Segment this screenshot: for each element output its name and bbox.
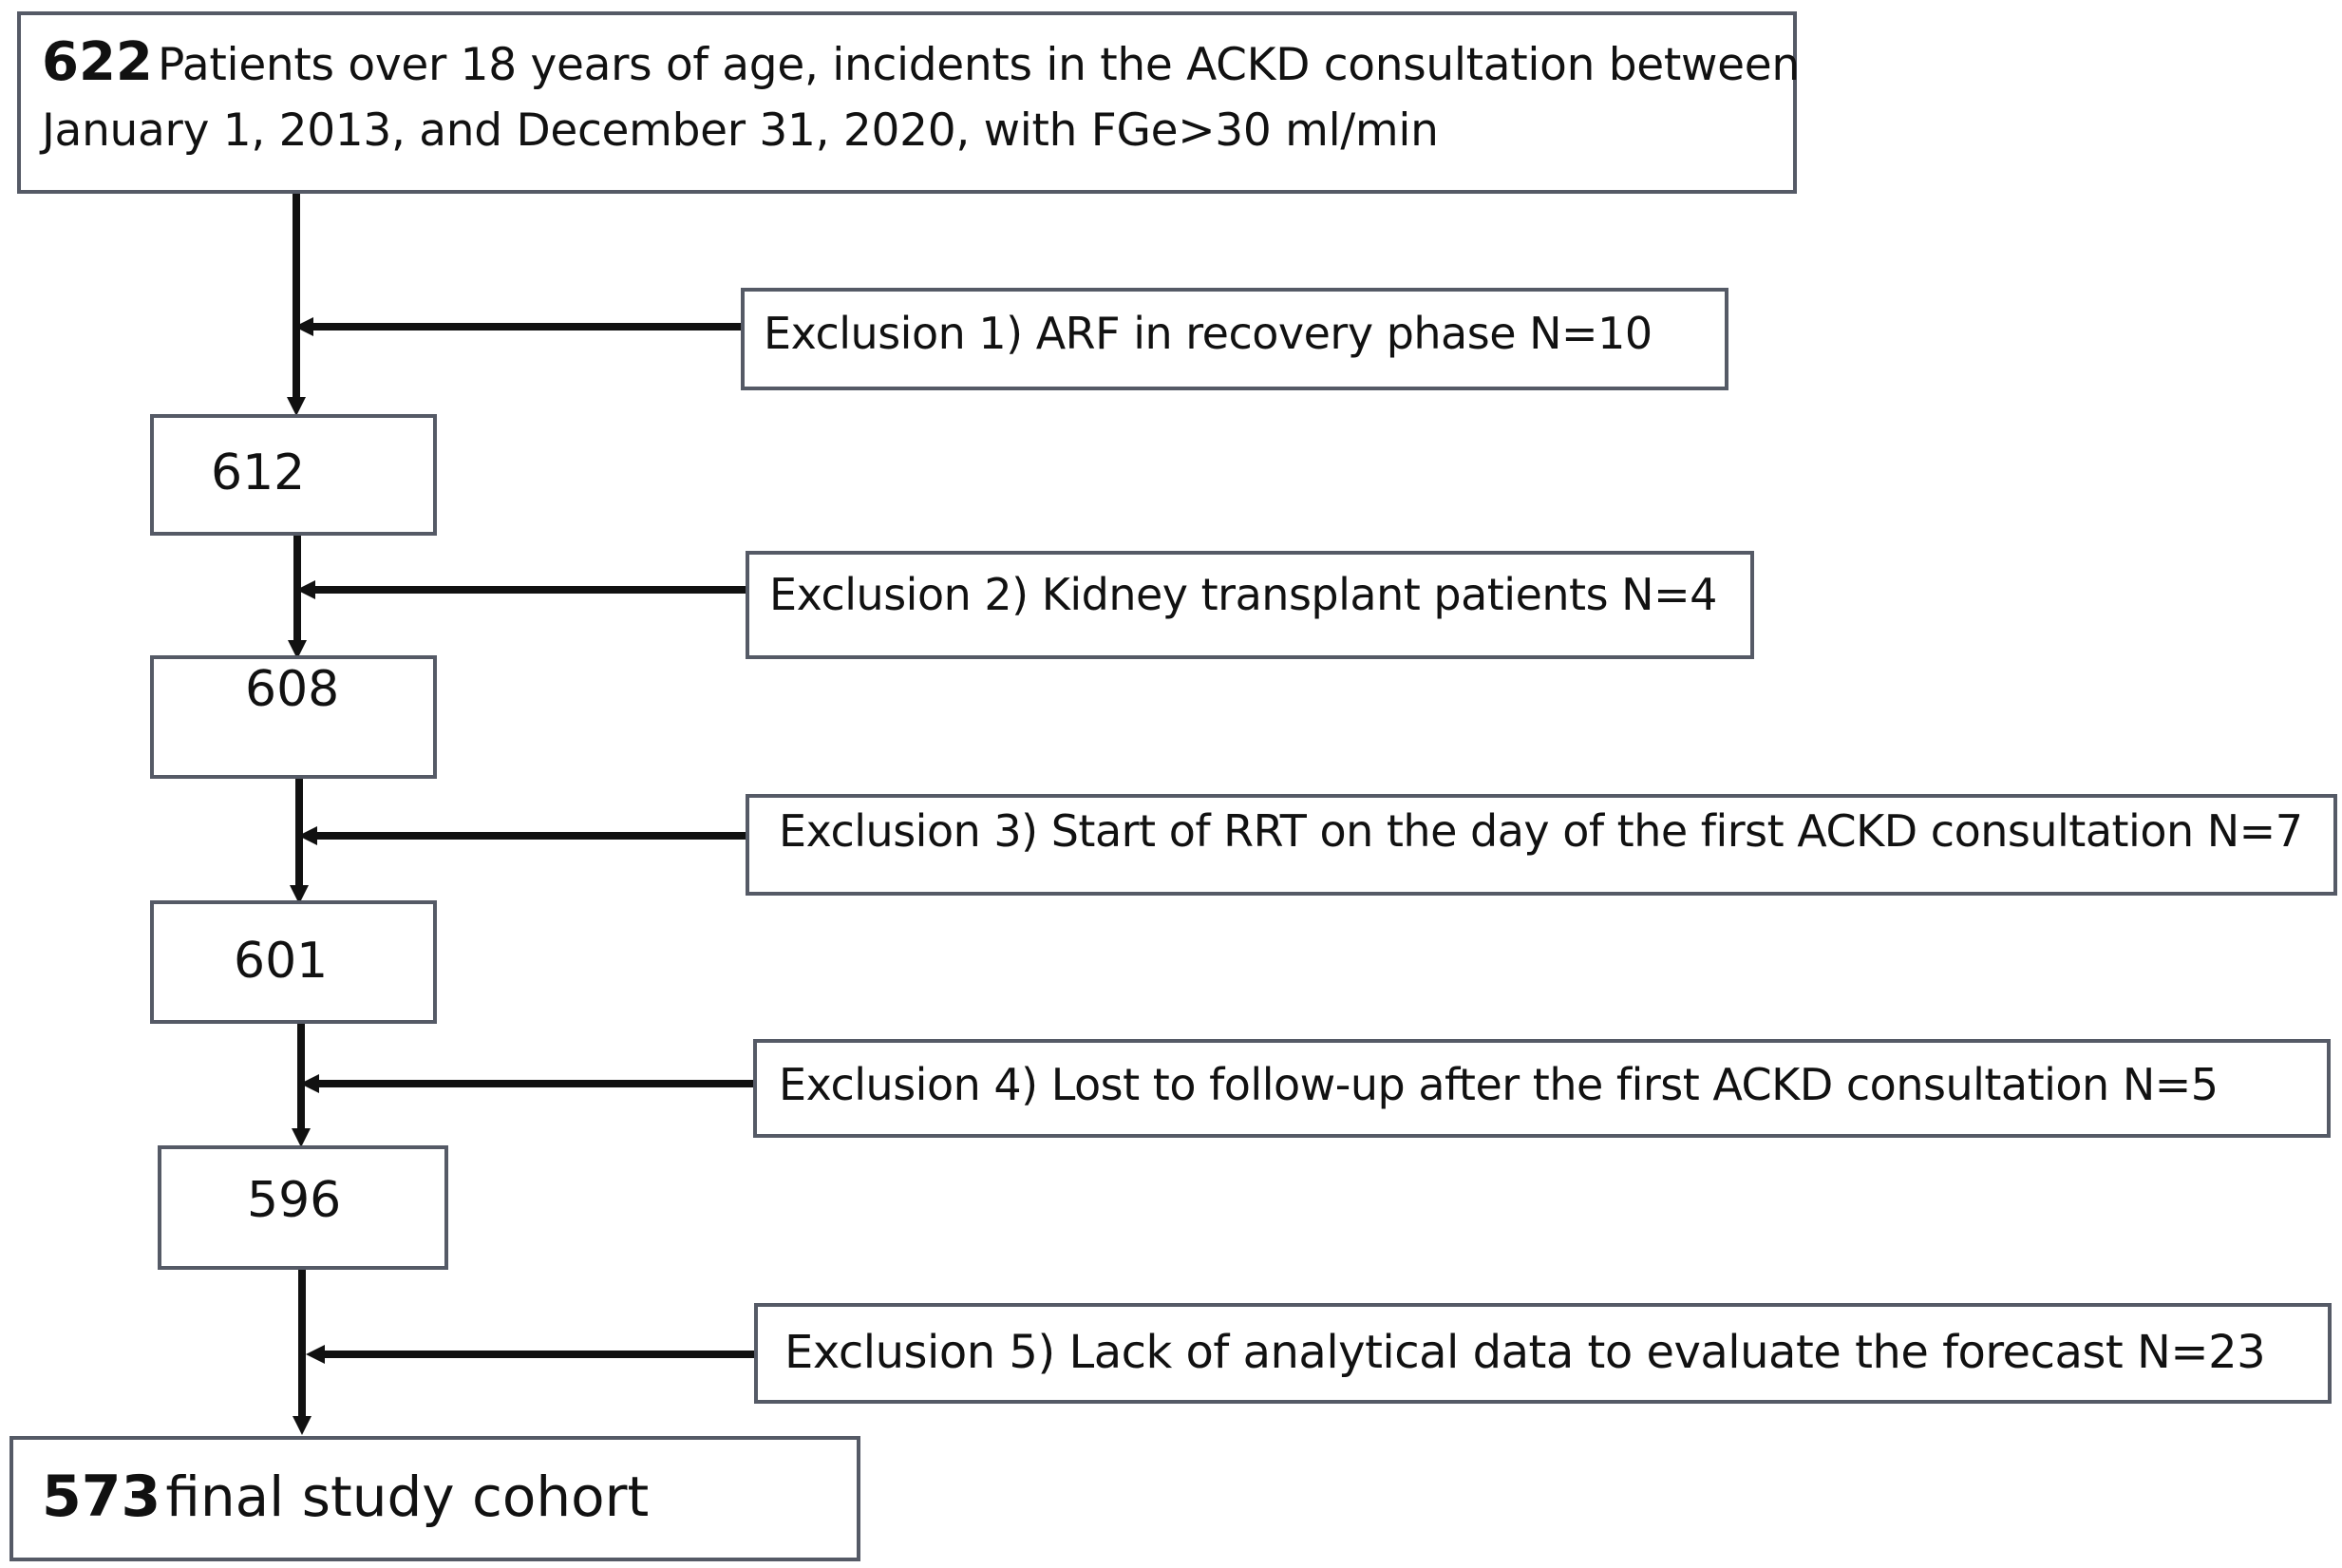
start-text-line1 bbox=[42, 31, 1800, 93]
count-text-4: 596 bbox=[247, 1172, 342, 1229]
exclusion-connector-3 bbox=[313, 832, 746, 840]
final-cohort-text bbox=[42, 1464, 650, 1530]
start-description-line2: January 1, 2013, and December 31, 2020, with FGe>30 ml/min bbox=[42, 104, 1439, 157]
exclusion-text-4: Exclusion 4) Lost to follow-up after the first ACKD consultation N=5 bbox=[779, 1059, 2219, 1110]
start-description-line1: Patients over 18 years of age, incidents in the ACKD consultation between bbox=[158, 39, 1800, 91]
start-count: 622 bbox=[42, 31, 153, 93]
arrowhead-down-5 bbox=[293, 1416, 312, 1435]
final-label: final study cohort bbox=[165, 1464, 650, 1529]
exclusion-text-1: Exclusion 1) ARF in recovery phase N=10 bbox=[764, 308, 1653, 359]
exclusion-text-2: Exclusion 2) Kidney transplant patients N=4 bbox=[769, 569, 1717, 620]
exclusion-connector-1 bbox=[310, 323, 741, 331]
arrowhead-left-3 bbox=[298, 826, 317, 845]
exclusion-text-5: Exclusion 5) Lack of analytical data to evaluate the forecast N=23 bbox=[784, 1326, 2266, 1379]
exclusion-connector-5 bbox=[321, 1351, 754, 1358]
arrowhead-left-1 bbox=[294, 317, 313, 336]
arrowhead-left-2 bbox=[296, 580, 315, 599]
count-text-1: 612 bbox=[211, 444, 306, 501]
spine-segment-1 bbox=[293, 194, 300, 405]
arrowhead-left-4 bbox=[300, 1074, 319, 1093]
arrowhead-down-4 bbox=[292, 1128, 311, 1147]
exclusion-text-3: Exclusion 3) Start of RRT on the day of the first ACKD consultation N=7 bbox=[779, 805, 2303, 857]
spine-segment-5 bbox=[298, 1269, 306, 1424]
arrowhead-down-1 bbox=[287, 397, 306, 416]
exclusion-connector-2 bbox=[312, 586, 746, 594]
arrowhead-left-5 bbox=[306, 1345, 325, 1364]
final-count: 573 bbox=[42, 1464, 161, 1530]
count-text-2: 608 bbox=[245, 661, 340, 718]
exclusion-connector-4 bbox=[315, 1080, 753, 1087]
count-text-3: 601 bbox=[234, 933, 329, 990]
